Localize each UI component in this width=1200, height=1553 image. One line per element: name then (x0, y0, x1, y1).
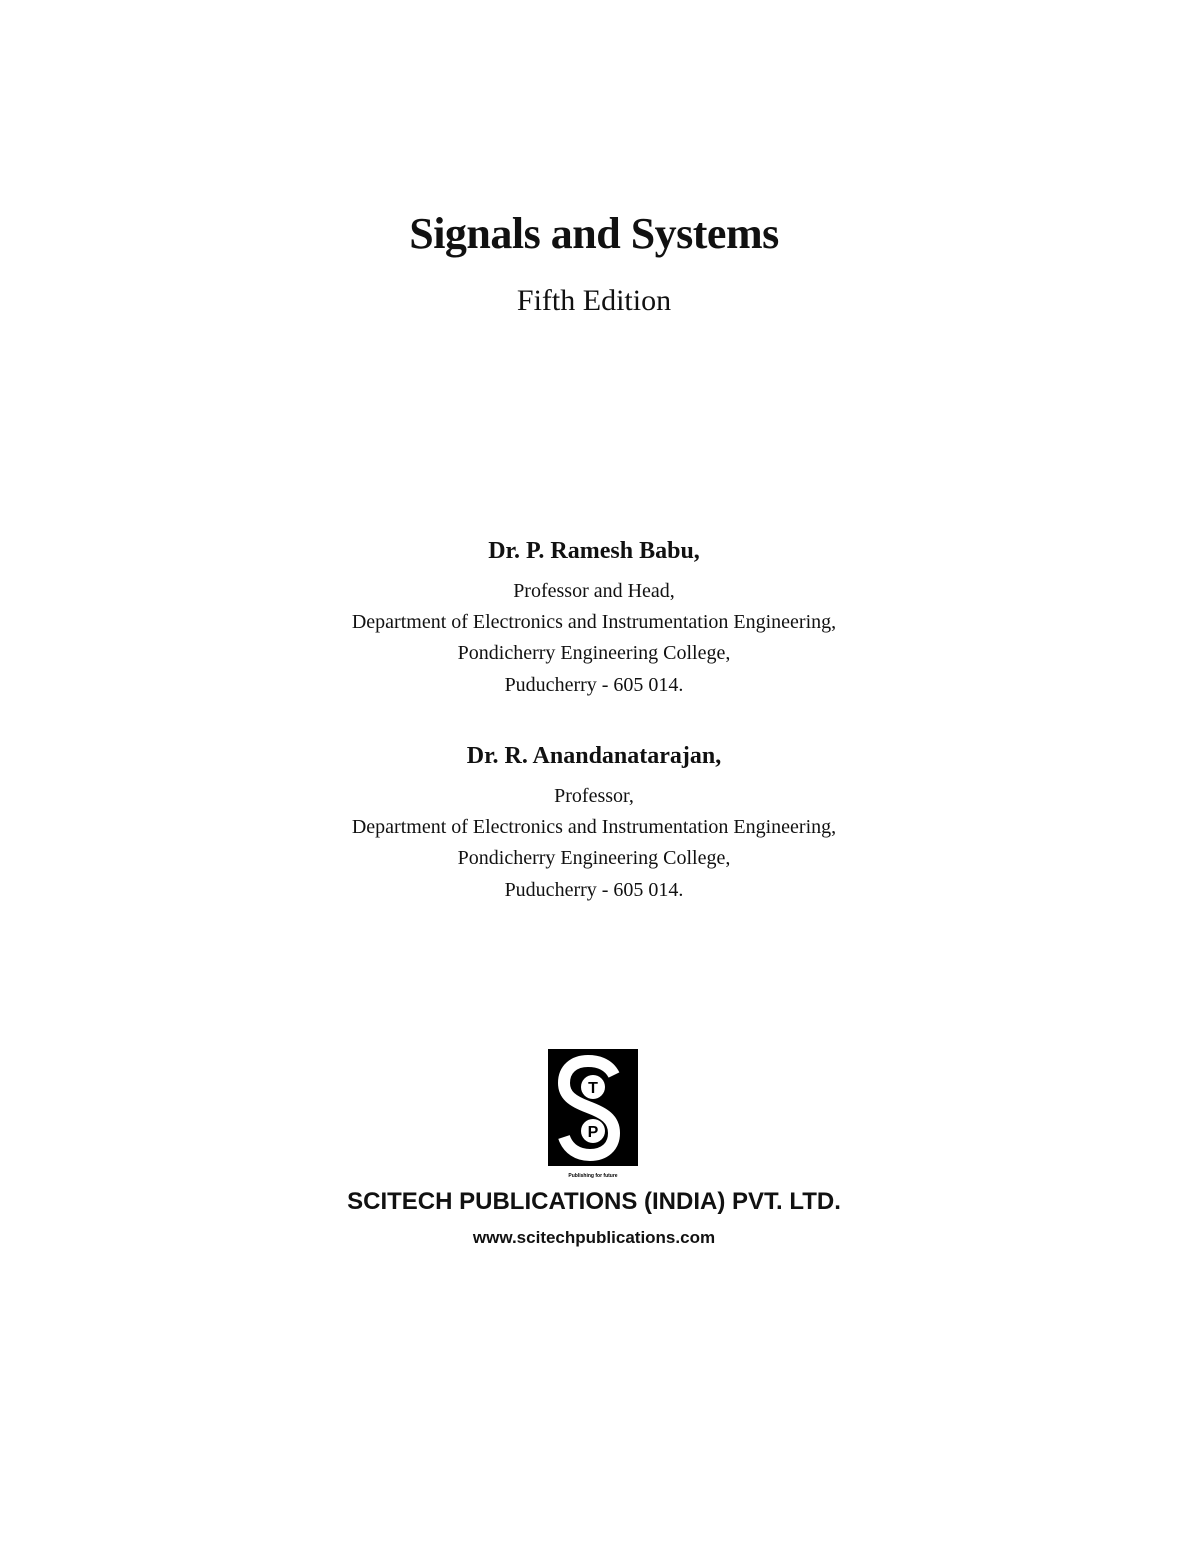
logo-tagline: Publishing for future (568, 1173, 618, 1179)
author-1-position: Professor and Head, (513, 580, 675, 602)
author-1-department: Department of Electronics and Instrumentation Engineering, (351, 611, 837, 633)
author-2-position: Professor, (554, 785, 634, 807)
book-title: Signals and Systems (409, 209, 779, 258)
author-1-address: Puducherry - 605 014. (504, 674, 684, 696)
logo-letter-p: P (587, 1124, 599, 1141)
author-2-address: Puducherry - 605 014. (504, 879, 684, 901)
book-edition: Fifth Edition (516, 284, 672, 317)
author-2-name: Dr. R. Anandanatarajan, (466, 743, 722, 769)
logo-letter-t: T (588, 1080, 598, 1097)
publisher-website[interactable]: www.scitechpublications.com (472, 1228, 716, 1247)
publisher-name: SCITECH PUBLICATIONS (INDIA) PVT. LTD. (347, 1188, 841, 1215)
author-2-college: Pondicherry Engineering College, (457, 847, 731, 869)
author-1-college: Pondicherry Engineering College, (457, 642, 731, 664)
publisher-logo-graphic (548, 1049, 638, 1166)
author-1-name: Dr. P. Ramesh Babu, (488, 538, 700, 564)
publisher-logo (548, 1049, 638, 1166)
author-2-department: Department of Electronics and Instrumentation Engineering, (351, 816, 837, 838)
